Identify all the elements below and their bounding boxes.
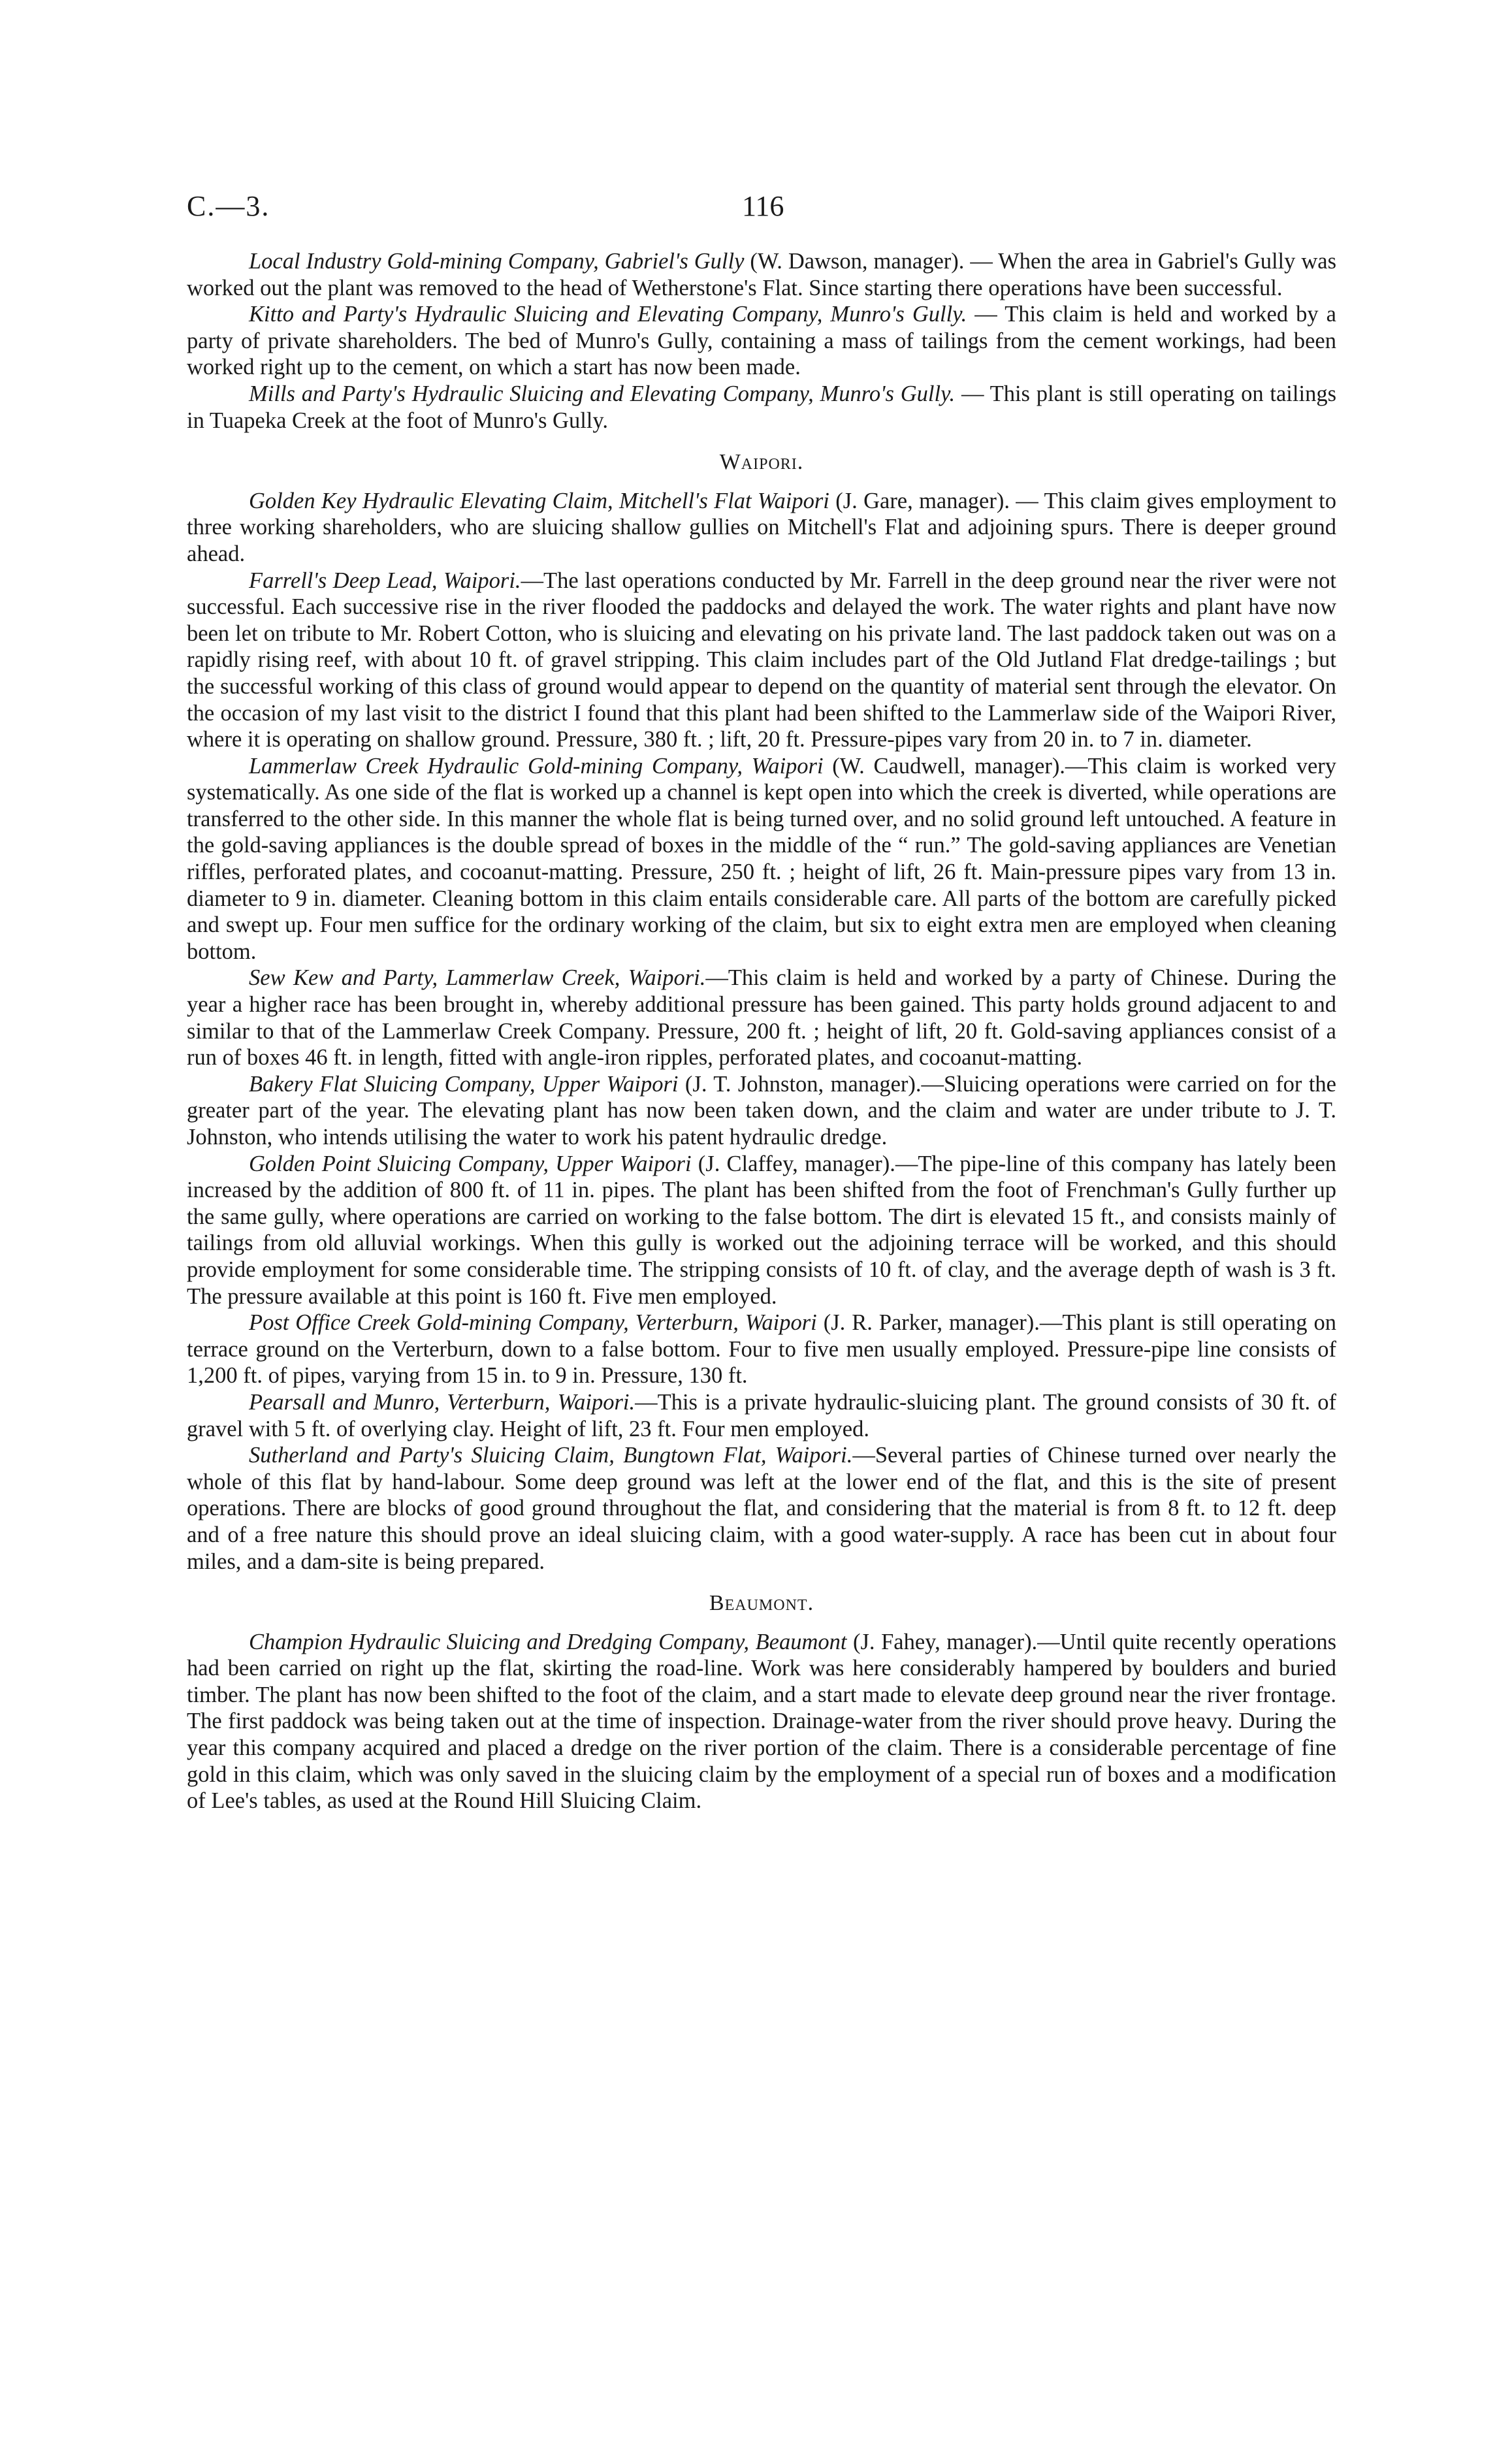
claim-text: — This plant is still operating on tailings in Tuapeka Creek at the foot of Munro's Gully. xyxy=(187,381,1336,433)
claim-text: (J. T. Johnston, manager).—Sluicing operations were carried on for the greater part of the year. The elevating plant has now been taken down, and the claim and water are under tribute to J. T. Johnston, who intends utilising the water to work his patent hydraulic dredge. xyxy=(187,1071,1336,1150)
claim-title: Golden Point Sluicing Company, Upper Waipori xyxy=(249,1151,692,1176)
claim-title: Post Office Creek Gold-mining Company, Verterburn, Waipori xyxy=(249,1310,817,1336)
claim-paragraph xyxy=(187,1310,1336,1389)
page-header xyxy=(187,189,1336,229)
claim-title: Champion Hydraulic Sluicing and Dredging Company, Beaumont xyxy=(249,1629,847,1654)
claim-paragraph xyxy=(187,1151,1336,1310)
claim-text: —This claim is held and worked by a party of Chinese. During the year a higher race has been brought in, whereby additional pressure has been gained. This party holds ground adjacent to and similar to that of the Lammerlaw Creek Company. Pressure, 200 ft. ; height of lift, 20 ft. Gold-saving appliances consist of a run of boxes 46 ft. in length, fitted with angle-iron ripples, perforated plates, and cocoanut-matting. xyxy=(187,965,1336,1070)
claim-paragraph xyxy=(187,381,1336,434)
claim-title: Farrell's Deep Lead, Waipori. xyxy=(249,568,521,593)
claim-title: Local Industry Gold-mining Company, Gabriel's Gully xyxy=(249,249,745,274)
claim-title: Lammerlaw Creek Hydraulic Gold-mining Company, Waipori xyxy=(249,753,824,779)
claim-paragraph xyxy=(187,301,1336,381)
section-heading: Beaumont. xyxy=(709,1591,814,1616)
claim-paragraph xyxy=(187,1071,1336,1151)
claim-paragraph xyxy=(187,488,1336,568)
claim-text: (J. R. Parker, manager).—This plant is still operating on terrace ground on the Verterburn, down to a false bottom. Four to five men usually employed. Pressure-pipe line consists of 1,200 ft. of pipes, varying from 15 in. to 9 in. Pressure, 130 ft. xyxy=(187,1310,1337,1389)
claim-text: —The last operations conducted by Mr. Farrell in the deep ground near the river were not successful. Each successive rise in the river flooded the paddocks and delayed the work. The water rights and plant have now been let on tribute to Mr. Robert Cotton, who is sluicing and elevating on his private land. The last paddock taken out was on a rapidly rising reef, with about 10 ft. of gravel stripping. This claim includes part of the Old Jutland Flat dredge-tailings ; but the successful working of this class of ground would appear to depend on the quantity of material sent through the elevator. On the occasion of my last visit to the district I found that this plant had been shifted to the Lammerlaw side of the Waipori River, where it is operating on shallow ground. Pressure, 380 ft. ; lift, 20 ft. Pressure-pipes vary from 20 in. to 7 in. diameter. xyxy=(187,568,1336,752)
claim-title: Pearsall and Munro, Verterburn, Waipori. xyxy=(249,1389,635,1415)
claim-text: —Several parties of Chinese turned over nearly the whole of this flat by hand-labour. Some deep ground was left at the lower end of the flat, and this is the site of present operations. There are blocks of good ground throughout the flat, and considering that the material is from 8 ft. to 12 ft. deep and of a free nature this should prove an ideal sluicing claim, with a good water-supply. A race has been cut in about four miles, and a dam-site is being prepared. xyxy=(187,1443,1336,1574)
claim-title: Golden Key Hydraulic Elevating Claim, Mitchell's Flat Waipori xyxy=(249,488,829,513)
claim-text: —This is a private hydraulic-sluicing plant. The ground consists of 30 ft. of gravel with 5 ft. of overlying clay. Height of lift, 23 ft. Four men employed. xyxy=(187,1389,1337,1441)
report-body xyxy=(187,248,1336,1814)
claim-title: Kitto and Party's Hydraulic Sluicing and Elevating Company, Munro's Gully. xyxy=(249,302,967,327)
claim-text: (W. Caudwell, manager).—This claim is worked very systematically. As one side of the flat is worked up a channel is kept open into which the creek is diverted, while operations are transferred to the other side. In this manner the whole flat is being turned over, and no solid ground left untouched. A feature in the gold-saving appliances is the double spread of boxes in the middle of the “ run.” The gold-saving appliances are Venetian riffles, perforated plates, and cocoanut-matting. Pressure, 250 ft. ; height of lift, 26 ft. Main-pressure pipes vary from 13 in. diameter to 9 in. diameter. Cleaning bottom in this claim entails considerable care. All parts of the bottom are carefully picked and swept up. Four men suffice for the ordinary working of the claim, but six to eight extra men are employed when cleaning bottom. xyxy=(187,753,1336,964)
claim-paragraph xyxy=(187,965,1336,1070)
claim-text: (J. Fahey, manager).—Until quite recently operations had been carried on right up the flat, skirting the road-line. Work was here considerably hampered by boulders and buried timber. The plant has now been shifted to the foot of the claim, and a start made to elevate deep ground near the river frontage. The first paddock was being taken out at the time of inspection. Drainage-water from the river should prove heavy. During the year this company acquired and placed a dredge on the river portion of the claim. There is a considerable percentage of fine gold in this claim, which was only saved in the sluicing claim by the employment of a special run of boxes and a modification of Lee's tables, as used at the Round Hill Sluicing Claim. xyxy=(187,1629,1336,1814)
claim-title: Mills and Party's Hydraulic Sluicing and Elevating Company, Munro's Gully. xyxy=(249,381,956,406)
claim-paragraph xyxy=(187,1629,1336,1814)
claim-text: (J. Gare, manager). — This claim gives employment to three working shareholders, who are sluicing shallow gullies on Mitchell's Flat and adjoining spurs. There is deeper ground ahead. xyxy=(187,488,1337,566)
claim-text: (J. Claffey, manager).—The pipe-line of this company has lately been increased by the addition of 800 ft. of 11 in. pipes. The plant has been shifted from the foot of Frenchman's Gully further up the same gully, where operations are carried on working to the false bottom. The dirt is elevated 15 ft., and consists mainly of tailings from old alluvial workings. When this gully is worked out the adjoining terrace will be worked, and this should provide employment for some considerable time. The stripping consists of 10 ft. of clay, and the average depth of wash is 3 ft. The pressure available at this point is 160 ft. Five men employed. xyxy=(187,1151,1336,1309)
claim-title: Sew Kew and Party, Lammerlaw Creek, Waipori. xyxy=(249,965,706,991)
claim-paragraph xyxy=(187,1442,1336,1575)
claim-paragraph xyxy=(187,753,1336,965)
claim-paragraph xyxy=(187,1389,1336,1442)
parliamentary-paper-ref: C.—3. xyxy=(187,190,270,222)
claim-title: Bakery Flat Sluicing Company, Upper Waipori xyxy=(249,1071,679,1097)
claim-text: — This claim is held and worked by a party of private shareholders. The bed of Munro's Gully, containing a mass of tailings from the cement workings, had been worked right up to the cement, on which a start has now been made. xyxy=(187,302,1336,380)
page-number: 116 xyxy=(742,190,784,222)
claim-paragraph xyxy=(187,568,1336,753)
claim-paragraph xyxy=(187,248,1336,301)
section-heading: Waipori. xyxy=(719,450,804,475)
claim-title: Sutherland and Party's Sluicing Claim, Bungtown Flat, Waipori. xyxy=(249,1443,853,1468)
claim-text: (W. Dawson, manager). — When the area in Gabriel's Gully was worked out the plant was removed to the head of Wetherstone's Flat. Since starting there operations have been successful. xyxy=(187,249,1336,300)
